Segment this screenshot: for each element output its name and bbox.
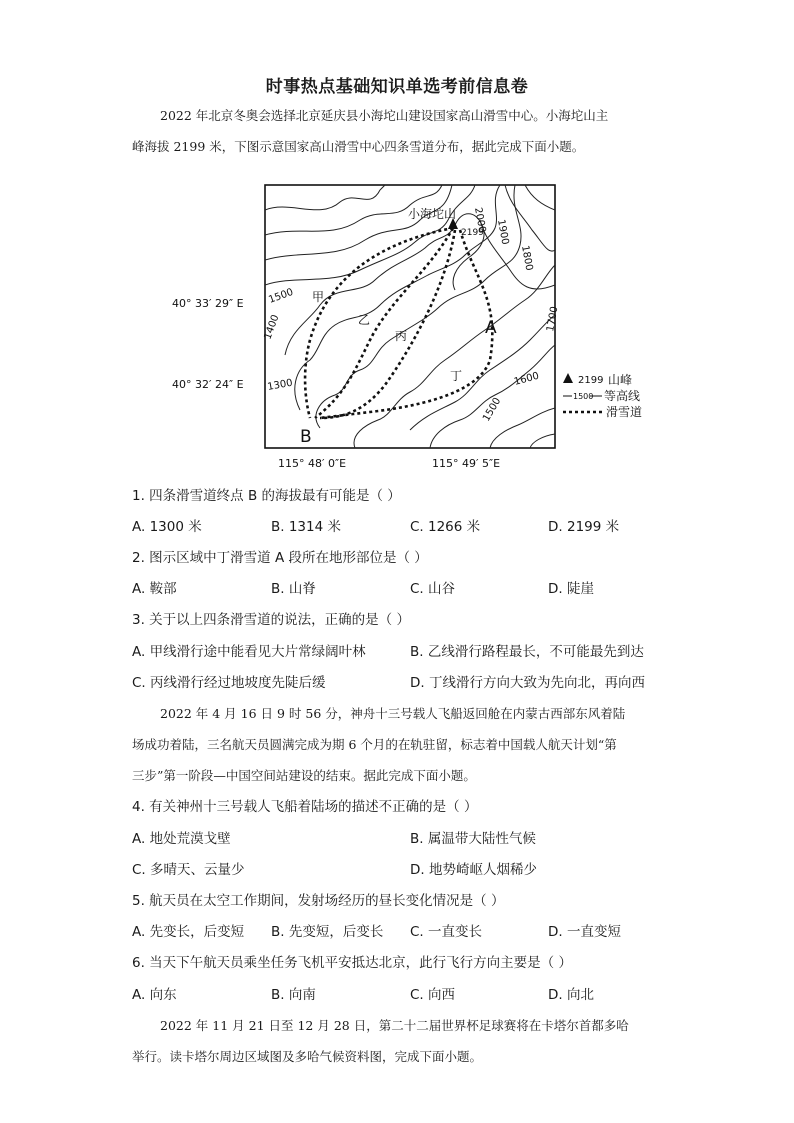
peak-name: 小海坨山 — [408, 207, 457, 221]
question-4-option-d[interactable]: D. 地势崎岖人烟稀少 — [410, 862, 537, 878]
legend-contour-label: 等高线 — [604, 389, 641, 403]
question-3-option-b[interactable]: B. 乙线滑行路程最长，不可能最先到达 — [410, 644, 644, 660]
question-6-option-a[interactable]: A. 向东 — [132, 987, 177, 1003]
question-5-option-b[interactable]: B. 先变短，后变长 — [271, 924, 384, 940]
passage-2-line-2: 场成功着陆，三名航天员圆满完成为期 6 个月的在轨驻留，标志着中国载人航天计划“第 — [132, 737, 617, 752]
contour-label-2000: 2000 — [472, 206, 488, 234]
question-4-option-c[interactable]: C. 多晴天、云量少 — [132, 862, 245, 878]
question-3-option-d[interactable]: D. 丁线滑行方向大致为先向北，再向西 — [410, 675, 645, 691]
trail-label-jia: 甲 — [312, 290, 325, 304]
question-4-option-b[interactable]: B. 属温带大陆性气候 — [410, 831, 536, 847]
question-3-option-c[interactable]: C. 丙线滑行经过地坡度先陡后缓 — [132, 675, 326, 691]
contour-label-1400: 1400 — [262, 313, 282, 342]
page-title: 时事热点基础知识单选考前信息卷 — [265, 77, 529, 97]
question-2-option-b[interactable]: B. 山脊 — [271, 581, 316, 597]
passage-3 — [132, 1010, 662, 1072]
question-1-option-b[interactable]: B. 1314 米 — [271, 519, 341, 535]
question-2-option-d[interactable]: D. 陡崖 — [548, 581, 594, 597]
peak-elevation: 2199 — [461, 228, 484, 238]
passage-2-line-3: 三步”第一阶段—中国空间站建设的结束。据此完成下面小题。 — [132, 768, 476, 783]
passage-1 — [132, 100, 662, 162]
question-4-option-a[interactable]: A. 地处荒漠戈壁 — [132, 831, 231, 847]
question-5-option-a[interactable]: A. 先变长，后变短 — [132, 924, 245, 940]
question-6-option-c[interactable]: C. 向西 — [410, 987, 456, 1003]
question-2: 2. 图示区域中丁滑雪道 A 段所在地形部位是（ ） — [132, 550, 428, 566]
point-b-label: B — [300, 427, 312, 447]
contour-label-1600: 1600 — [512, 370, 541, 388]
map-legend — [563, 373, 642, 419]
passage-2 — [132, 698, 662, 791]
contour-label-1300: 1300 — [266, 377, 294, 393]
point-a-label: A — [485, 318, 497, 338]
contour-label-1800: 1800 — [519, 244, 535, 272]
legend-contour-value: 1500 — [573, 392, 594, 401]
question-1-option-d[interactable]: D. 2199 米 — [548, 519, 620, 535]
contour-label-1900: 1900 — [495, 218, 511, 246]
contour-label-1500-west: 1500 — [267, 286, 295, 306]
latitude-top-label: 40° 33′ 29″ E — [172, 297, 244, 310]
question-3: 3. 关于以上四条滑雪道的说法，正确的是（ ） — [132, 612, 410, 628]
contour-label-1500-east: 1500 — [481, 395, 504, 424]
legend-trail-label: 滑雪道 — [606, 405, 643, 419]
question-1-option-a[interactable]: A. 1300 米 — [132, 519, 202, 535]
longitude-left-label: 115° 48′ 0″E — [278, 457, 347, 470]
question-5-option-c[interactable]: C. 一直变长 — [410, 924, 483, 940]
map-frame — [265, 185, 555, 448]
question-2-option-c[interactable]: C. 山谷 — [410, 581, 456, 597]
passage-2-line-1: 2022 年 4 月 16 日 9 时 56 分，神舟十三号载人飞船返回舱在内蒙古西部东风着陆 — [160, 706, 626, 721]
question-2-option-a[interactable]: A. 鞍部 — [132, 581, 177, 597]
trail-label-ding: 丁 — [450, 369, 463, 383]
trail-label-yi: 乙 — [358, 313, 371, 327]
contour-label-1700: 1700 — [545, 305, 561, 333]
question-5-option-d[interactable]: D. 一直变短 — [548, 924, 621, 940]
question-4: 4. 有关神州十三号载人飞船着陆场的描述不正确的是（ ） — [132, 799, 478, 815]
question-1-option-c[interactable]: C. 1266 米 — [410, 519, 481, 535]
longitude-right-label: 115° 49′ 5″E — [432, 457, 501, 470]
trail-label-bing: 丙 — [395, 329, 408, 343]
passage-1-line-2: 峰海拔 2199 米，下图示意国家高山滑雪中心四条雪道分布，据此完成下面小题。 — [132, 139, 585, 154]
passage-3-line-2: 举行。读卡塔尔周边区域图及多哈气候资料图，完成下面小题。 — [132, 1049, 483, 1064]
question-5: 5. 航天员在太空工作期间，发射场经历的昼长变化情况是（ ） — [132, 893, 505, 909]
contour-map-figure — [170, 180, 670, 480]
latitude-bottom-label: 40° 32′ 24″ E — [172, 378, 244, 391]
question-6: 6. 当天下午航天员乘坐任务飞机平安抵达北京，此行飞行方向主要是（ ） — [132, 955, 572, 971]
question-6-option-d[interactable]: D. 向北 — [548, 987, 594, 1003]
question-1: 1. 四条滑雪道终点 B 的海拔最有可能是（ ） — [132, 488, 401, 504]
question-3-option-a[interactable]: A. 甲线滑行途中能看见大片常绿阔叶林 — [132, 644, 366, 660]
passage-3-line-1: 2022 年 11 月 21 日至 12 月 28 日，第二十二届世界杯足球赛将在卡塔尔首都多哈 — [160, 1018, 629, 1033]
question-6-option-b[interactable]: B. 向南 — [271, 987, 316, 1003]
passage-1-line-1: 2022 年北京冬奥会选择北京延庆县小海坨山建设国家高山滑雪中心。小海坨山主 — [160, 108, 609, 123]
legend-peak-value: 2199 — [578, 375, 604, 386]
legend-peak-icon — [563, 373, 573, 383]
legend-peak-label: 山峰 — [608, 373, 633, 387]
